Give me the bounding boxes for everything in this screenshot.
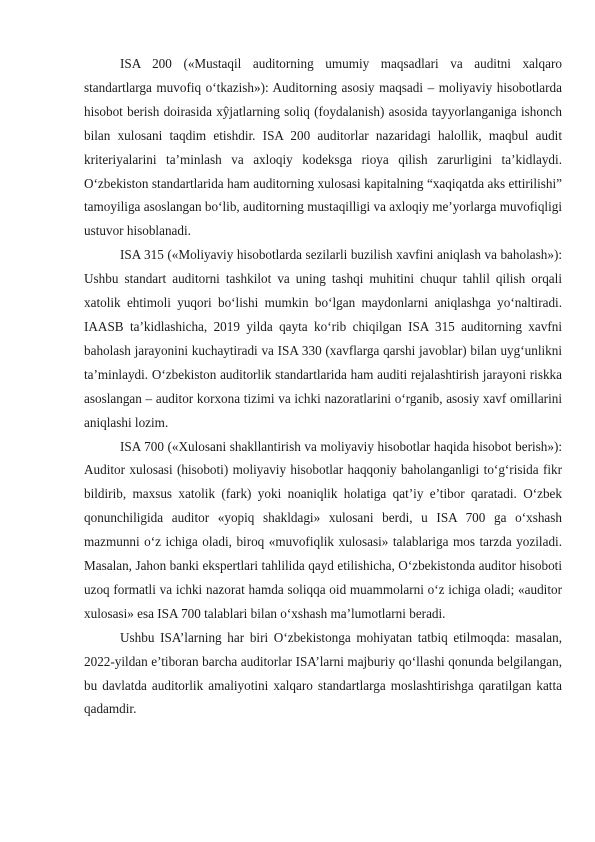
- document-page: [84, 52, 562, 721]
- paragraph-conclusion: Ushbu ISA’larning har biri O‘zbekistonga mohiyatan tatbiq etilmoqda: masalan, 2022-yildan e’tiboran barcha auditorlar ISA’larni majburiy qo‘llashi qonunda belgilangan, bu davlatda auditorlik amaliyotini xalqaro standartlarga moslashtirishga qaratilgan katta qadamdir.: [84, 629, 562, 717]
- paragraph-isa-315: ISA 315 («Moliyaviy hisobotlarda sezilarli buzilish xavfini aniqlash va baholash»): Ushbu standart auditorni tashkilot va uning tashqi muhitini chuqur tahlil qilish orqali xatolik ehtimoli yuqori bo‘lishi mumkin bo‘lgan maydonlarni aniqlashga yo‘naltiradi. IAASB ta’kidlashicha, 2019 yilda qayta ko‘rib chiqilgan ISA 315 auditorning xavfni baholash jarayonini kuchaytiradi va ISA 330 (xavflarga qarshi javoblar) bilan uyg‘unlikni ta’minlaydi. O‘zbekiston auditorlik standartlarida ham auditi rejalashtirish jarayoni riskka asoslangan – auditor korxona tizimi va ichki nazoratlarini o‘rganib, asosiy xavf omillarini aniqlashi lozim.: [84, 247, 562, 430]
- paragraph-isa-700: ISA 700 («Xulosani shakllantirish va moliyaviy hisobotlar haqida hisobot berish»): Auditor xulosasi (hisoboti) moliyaviy hisobotlar haqqoniy baholanganligi to‘g‘risida fikr bildirib, maxsus xatolik (fark) yoki noaniqlik holatiga qat’iy e’tibor qaratadi. O‘zbek qonunchiligida auditor «yopiq shakldagi» xulosani berdi, u ISA 700 ga o‘xshash mazmunni o‘z ichiga oladi, biroq «muvofiqlik xulosasi» talablariga mos tarzda yoziladi. Masalan, Jahon banki ekspertlari tahlilida qayd etilishicha, O‘zbekistonda auditor hisoboti uzoq formatli va ichki nazorat hamda soliqqa oid muammolarni o‘z ichiga oladi; «auditor xulosasi» esa ISA 700 talablari bilan o‘xshash ma’lumotlarni beradi.: [84, 438, 562, 621]
- paragraph-isa-200: ISA 200 («Mustaqil auditorning umumiy maqsadlari va auditni xalqaro standartlarga muvofiq o‘tkazish»): Auditorning asosiy maqsadi – moliyaviy hisobotlarda hisobot berish doirasida xŷjatlarning soliq (foydalanish) asosida tayyorlanganiga ishonch bilan xulosani taqdim etishdir. ISA 200 auditorlar nazaridagi halollik, maqbul audit kriteriyalarini ta’minlash va axloqiy kodeksga rioya qilish zarurligini ta’kidlaydi. O‘zbekiston standartlarida ham auditorning xulosasi kapitalning “xaqiqatda aks ettirilishi” tamoyiliga asoslangan bo‘lib, auditorning mustaqilligi va axloqiy me’yorlarga muvofiqligi ustuvor hisoblanadi.: [84, 56, 562, 239]
